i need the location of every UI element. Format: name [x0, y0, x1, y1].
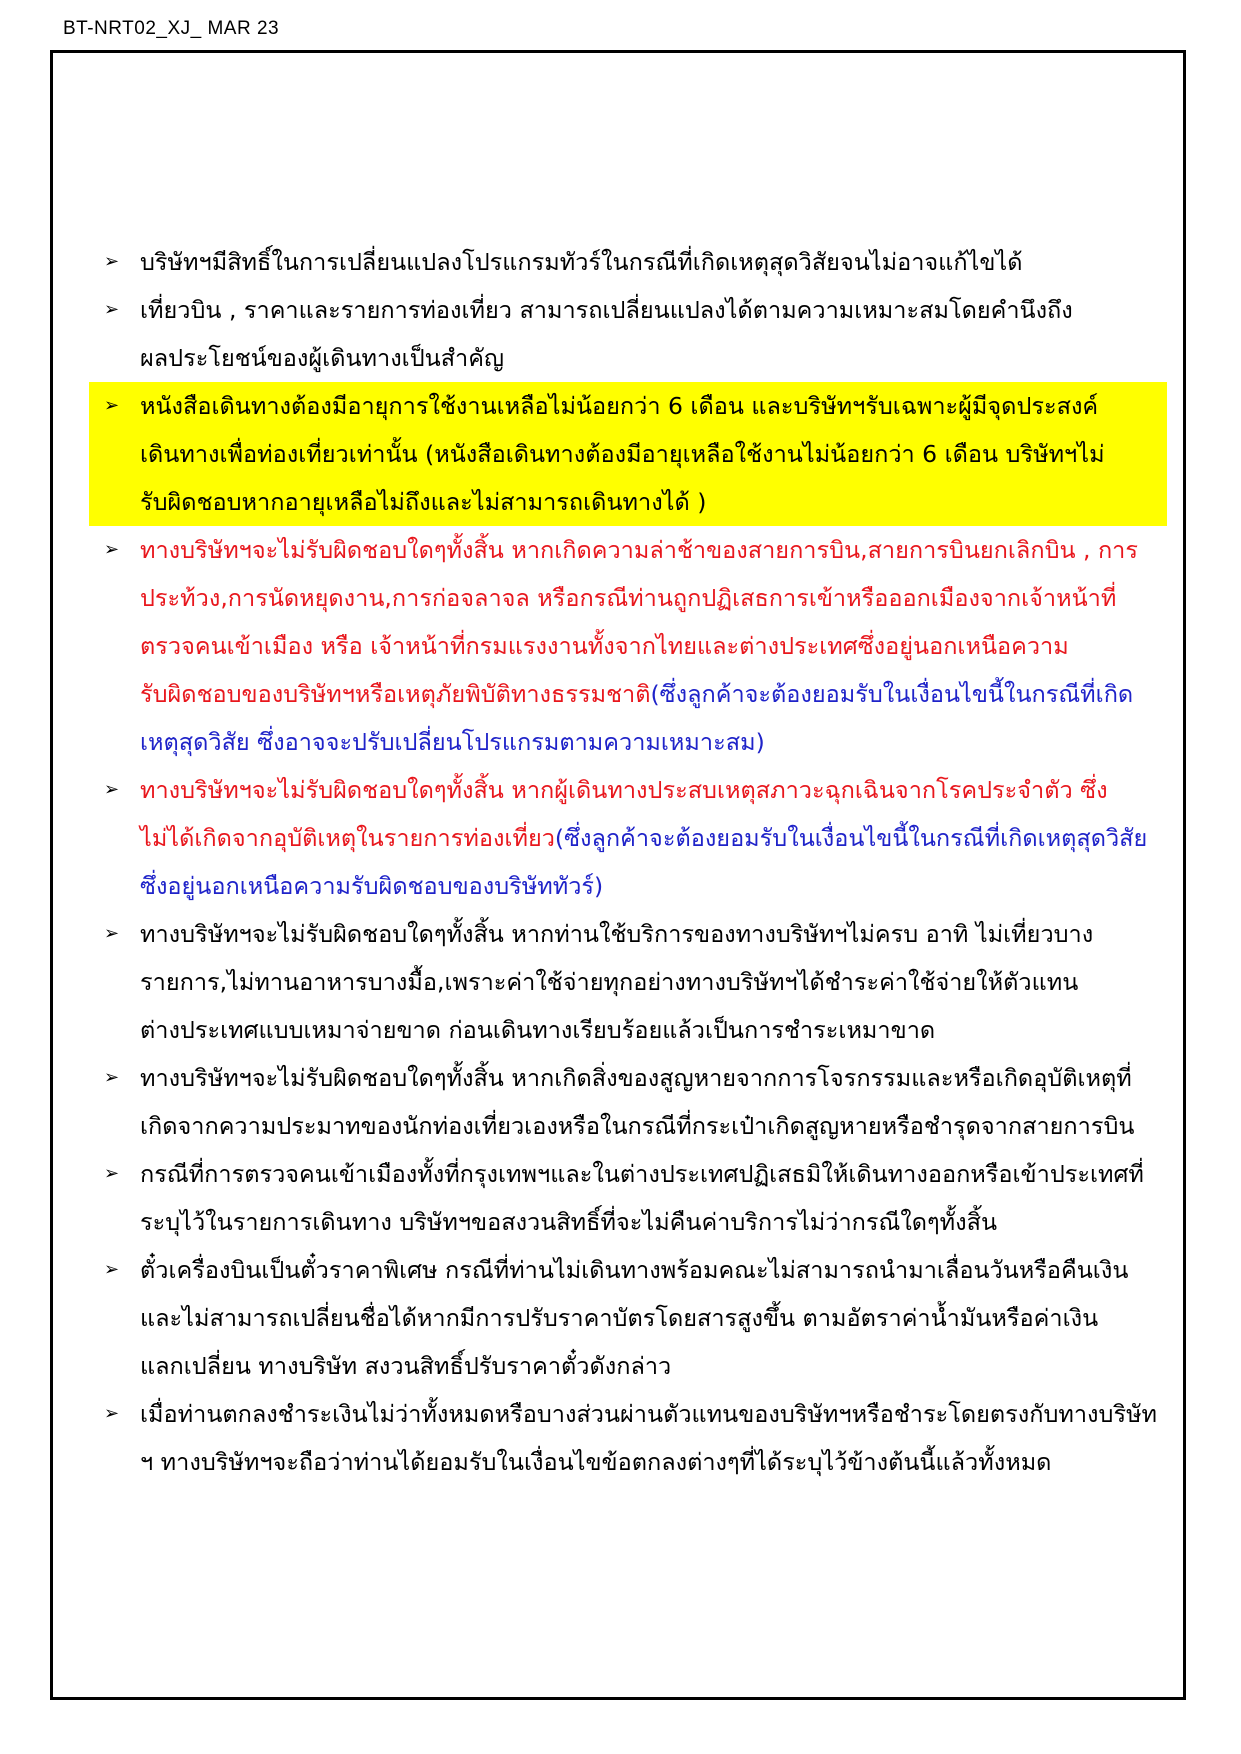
arrow-bullet-icon: ➢ [104, 395, 120, 416]
term-item-passport-highlighted [89, 382, 1167, 526]
arrow-bullet-icon: ➢ [104, 1067, 120, 1088]
term-text: และไม่สามารถเปลี่ยนชื่อได้หากมีการปรับราคาบัตรโดยสารสูงขึ้น ตามอัตราค่าน้ำมันหรือค่าเงิน [140, 1304, 1099, 1332]
term-text-blue: เหตุสุดวิสัย ซึ่งอาจจะปรับเปลี่ยนโปรแกรมตามความเหมาะสม) [140, 728, 765, 756]
term-item-immigration-denial [67, 1150, 1167, 1246]
term-text: เดินทางเพื่อท่องเที่ยวเท่านั้น (หนังสือเดินทางต้องมีอายุเหลือใช้งานไม่น้อยกว่า 6 เดือน บริษัทฯไม่ [140, 440, 1105, 468]
arrow-bullet-icon: ➢ [104, 1403, 120, 1424]
term-text-blue: (ซึ่งลูกค้าจะต้องยอมรับในเงื่อนไขนี้ในกรณีที่เกิดเหตุสุดวิสัย [554, 824, 1148, 852]
term-text: ต่างประเทศแบบเหมาจ่ายขาด ก่อนเดินทางเรียบร้อยแล้วเป็นการชำระเหมาขาด [140, 1016, 936, 1044]
term-text: รายการ,ไม่ทานอาหารบางมื้อ,เพราะค่าใช้จ่ายทุกอย่างทางบริษัทฯได้ชำระค่าใช้จ่ายให้ตัวแทน [140, 968, 1079, 996]
term-item-lost-belongings [67, 1054, 1167, 1150]
document-code: BT-NRT02_XJ_ MAR 23 [63, 18, 280, 39]
term-text: เที่ยวบิน , ราคาและรายการท่องเที่ยว สามารถเปลี่ยนแปลงได้ตามความเหมาะสมโดยคำนึงถึง [140, 296, 1073, 324]
term-text: รับผิดชอบหากอายุเหลือไม่ถึงและไม่สามารถเดินทางได้ ) [140, 488, 707, 516]
arrow-bullet-icon: ➢ [104, 539, 120, 560]
term-item-special-fare-ticket [67, 1246, 1167, 1390]
arrow-bullet-icon: ➢ [104, 1163, 120, 1184]
term-text-red: ไม่ได้เกิดจากอุบัติเหตุในรายการท่องเที่ยว [140, 824, 555, 852]
arrow-bullet-icon: ➢ [104, 251, 120, 272]
term-item-unused-services [67, 910, 1167, 1054]
term-text: ตั๋วเครื่องบินเป็นตั๋วราคาพิเศษ กรณีที่ท่านไม่เดินทางพร้อมคณะไม่สามารถนำมาเลื่อนวันหรือคืนเงิน [140, 1256, 1129, 1284]
term-text: บริษัทฯมีสิทธิ์ในการเปลี่ยนแปลงโปรแกรมทัวร์ในกรณีที่เกิดเหตุสุดวิสัยจนไม่อาจแก้ไขได้ [140, 248, 1023, 276]
arrow-bullet-icon: ➢ [104, 779, 120, 800]
term-text-red: ทางบริษัทฯจะไม่รับผิดชอบใดๆทั้งสิ้น หากผู้เดินทางประสบเหตุสภาวะฉุกเฉินจากโรคประจำตัว ซึ่ง [140, 776, 1108, 804]
term-item-payment-acceptance [67, 1390, 1167, 1486]
term-text-blue: ซึ่งอยู่นอกเหนือความรับผิดชอบของบริษัททัวร์) [140, 872, 604, 900]
term-text: เกิดจากความประมาทของนักท่องเที่ยวเองหรือในกรณีที่กระเป๋าเกิดสูญหายหรือชำรุดจากสายการบิน [140, 1112, 1135, 1140]
term-text: ฯ ทางบริษัทฯจะถือว่าท่านได้ยอมรับในเงื่อนไขข้อตกลงต่างๆที่ได้ระบุไว้ข้างต้นนี้แล้วทั้งหมด [140, 1448, 1052, 1476]
term-text: กรณีที่การตรวจคนเข้าเมืองทั้งที่กรุงเทพฯและในต่างประเทศปฏิเสธมิให้เดินทางออกหรือเข้าประเทศที่ [140, 1160, 1144, 1188]
arrow-bullet-icon: ➢ [104, 923, 120, 944]
arrow-bullet-icon: ➢ [104, 299, 120, 320]
term-text-blue: (ซึ่งลูกค้าจะต้องยอมรับในเงื่อนไขนี้ในกรณีที่เกิด [650, 680, 1134, 708]
term-text-red: ประท้วง,การนัดหยุดงาน,การก่อจลาจล หรือกรณีท่านถูกปฏิเสธการเข้าหรือออกเมืองจากเจ้าหน้าที่ [140, 584, 1117, 612]
terms-list [67, 238, 1167, 1486]
term-item-airline-delay [67, 526, 1167, 766]
term-text: ผลประโยชน์ของผู้เดินทางเป็นสำคัญ [140, 344, 504, 372]
term-text: หนังสือเดินทางต้องมีอายุการใช้งานเหลือไม่น้อยกว่า 6 เดือน และบริษัทฯรับเฉพาะผู้มีจุดประสงค์ [140, 392, 1099, 420]
term-item-medical-emergency [67, 766, 1167, 910]
term-text: แลกเปลี่ยน ทางบริษัท สงวนสิทธิ์ปรับราคาตั๋วดังกล่าว [140, 1352, 672, 1380]
term-text-red: ตรวจคนเข้าเมือง หรือ เจ้าหน้าที่กรมแรงงานทั้งจากไทยและต่างประเทศซึ่งอยู่นอกเหนือความ [140, 632, 1069, 660]
term-text: ระบุไว้ในรายการเดินทาง บริษัทฯขอสงวนสิทธิ์ที่จะไม่คืนค่าบริการไม่ว่ากรณีใดๆทั้งสิ้น [140, 1208, 998, 1236]
term-text: ทางบริษัทฯจะไม่รับผิดชอบใดๆทั้งสิ้น หากท่านใช้บริการของทางบริษัทฯไม่ครบ อาทิ ไม่เที่ยวบาง [140, 920, 1094, 948]
term-text: ทางบริษัทฯจะไม่รับผิดชอบใดๆทั้งสิ้น หากเกิดสิ่งของสูญหายจากการโจรกรรมและหรือเกิดอุบัติเหตุที่ [140, 1064, 1132, 1092]
arrow-bullet-icon: ➢ [104, 1259, 120, 1280]
term-item-program-change [67, 238, 1167, 286]
term-text-red: รับผิดชอบของบริษัทฯหรือเหตุภัยพิบัติทางธรรมชาติ [140, 680, 651, 708]
term-text: เมื่อท่านตกลงชำระเงินไม่ว่าทั้งหมดหรือบางส่วนผ่านตัวแทนของบริษัทฯหรือชำระโดยตรงกับทางบริษัท [140, 1400, 1158, 1428]
term-text-red: ทางบริษัทฯจะไม่รับผิดชอบใดๆทั้งสิ้น หากเกิดความล่าช้าของสายการบิน,สายการบินยกเลิกบิน , การ [140, 536, 1139, 564]
term-item-flight-price-change [67, 286, 1167, 382]
